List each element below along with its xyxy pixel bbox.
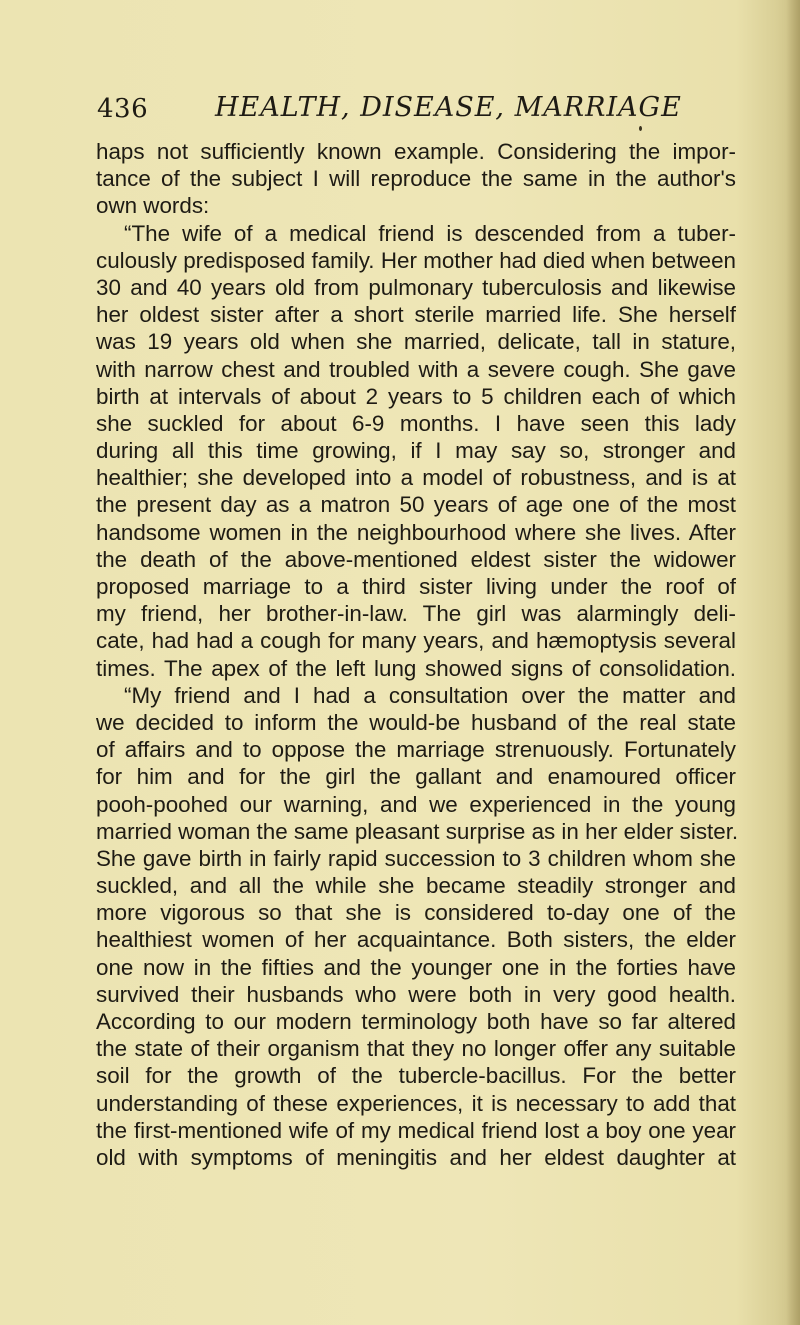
- page-edge-shadow: [786, 0, 800, 1325]
- text-line: for him and for the girl the gallant and enamoured officer: [96, 764, 736, 790]
- text-line: the death of the above-mentioned eldest sister the widower: [96, 546, 736, 572]
- text-line: of affairs and to oppose the marriage strenuously. Fortunately: [96, 737, 736, 763]
- text-line: understanding of these experiences, it is necessary to add that: [96, 1090, 736, 1116]
- text-line: times. The apex of the left lung showed signs of consolidation.: [96, 655, 736, 681]
- text-line: was 19 years old when she married, delicate, tall in stature,: [96, 329, 736, 355]
- text-line: cate, had had a cough for many years, and hæmoptysis several: [96, 628, 736, 654]
- text-line: She gave birth in fairly rapid succession to 3 children whom she: [96, 845, 736, 871]
- text-line: own words:: [96, 193, 210, 219]
- text-line: my friend, her brother-in-law. The girl was alarmingly deli-: [96, 601, 736, 627]
- text-line: with narrow chest and troubled with a severe cough. She gave: [96, 356, 736, 382]
- text-line: “My friend and I had a consultation over the matter and: [124, 682, 736, 708]
- text-line: suckled, and all the while she became steadily stronger and: [96, 873, 736, 899]
- ink-speck: [639, 126, 642, 131]
- text-line: during all this time growing, if I may say so, stronger and: [96, 438, 736, 464]
- text-line: she suckled for about 6-9 months. I have seen this lady: [96, 410, 736, 436]
- text-line: tance of the subject I will reproduce the same in the author's: [96, 166, 736, 192]
- text-line: survived their husbands who were both in very good health.: [96, 981, 736, 1007]
- text-line: healthiest women of her acquaintance. Both sisters, the elder: [96, 927, 736, 953]
- text-line: According to our modern terminology both have so far altered: [96, 1009, 736, 1034]
- page-header: [97, 92, 682, 132]
- text-line: healthier; she developed into a model of robustness, and is at: [96, 465, 736, 491]
- text-line: “The wife of a medical friend is descended from a tuber-: [124, 220, 736, 246]
- text-line: more vigorous so that she is considered to-day one of the: [96, 900, 736, 926]
- text-line: handsome women in the neighbourhood where she lives. After: [96, 519, 736, 545]
- text-line: 30 and 40 years old from pulmonary tuberculosis and likewise: [96, 274, 736, 300]
- body-text: [96, 138, 739, 1171]
- text-line: soil for the growth of the tubercle-bacillus. For the better: [96, 1063, 736, 1089]
- text-line: pooh-poohed our warning, and we experienced in the young: [96, 791, 736, 817]
- text-line: one now in the fifties and the younger one in the forties have: [96, 954, 736, 980]
- running-head: HEALTH, DISEASE, MARRIAGE: [215, 92, 682, 123]
- text-line: the first-mentioned wife of my medical friend lost a boy one year: [96, 1117, 736, 1143]
- text-line: we decided to inform the would-be husband of the real state: [96, 709, 736, 735]
- text-line: the state of their organism that they no longer offer any suitable: [96, 1036, 736, 1062]
- text-line: birth at intervals of about 2 years to 5 children each of which: [96, 383, 736, 409]
- text-line: culously predisposed family. Her mother had died when between: [96, 247, 736, 273]
- text-line: old with symptoms of meningitis and her eldest daughter at: [96, 1144, 736, 1170]
- text-line: haps not sufficiently known example. Considering the impor-: [96, 139, 736, 164]
- text-line: married woman the same pleasant surprise as in her elder sister.: [96, 818, 739, 844]
- text-line: her oldest sister after a short sterile married life. She herself: [96, 302, 736, 328]
- text-line: the present day as a matron 50 years of age one of the most: [96, 492, 736, 518]
- page-number: 436: [97, 94, 149, 124]
- text-line: proposed marriage to a third sister living under the roof of: [96, 574, 736, 599]
